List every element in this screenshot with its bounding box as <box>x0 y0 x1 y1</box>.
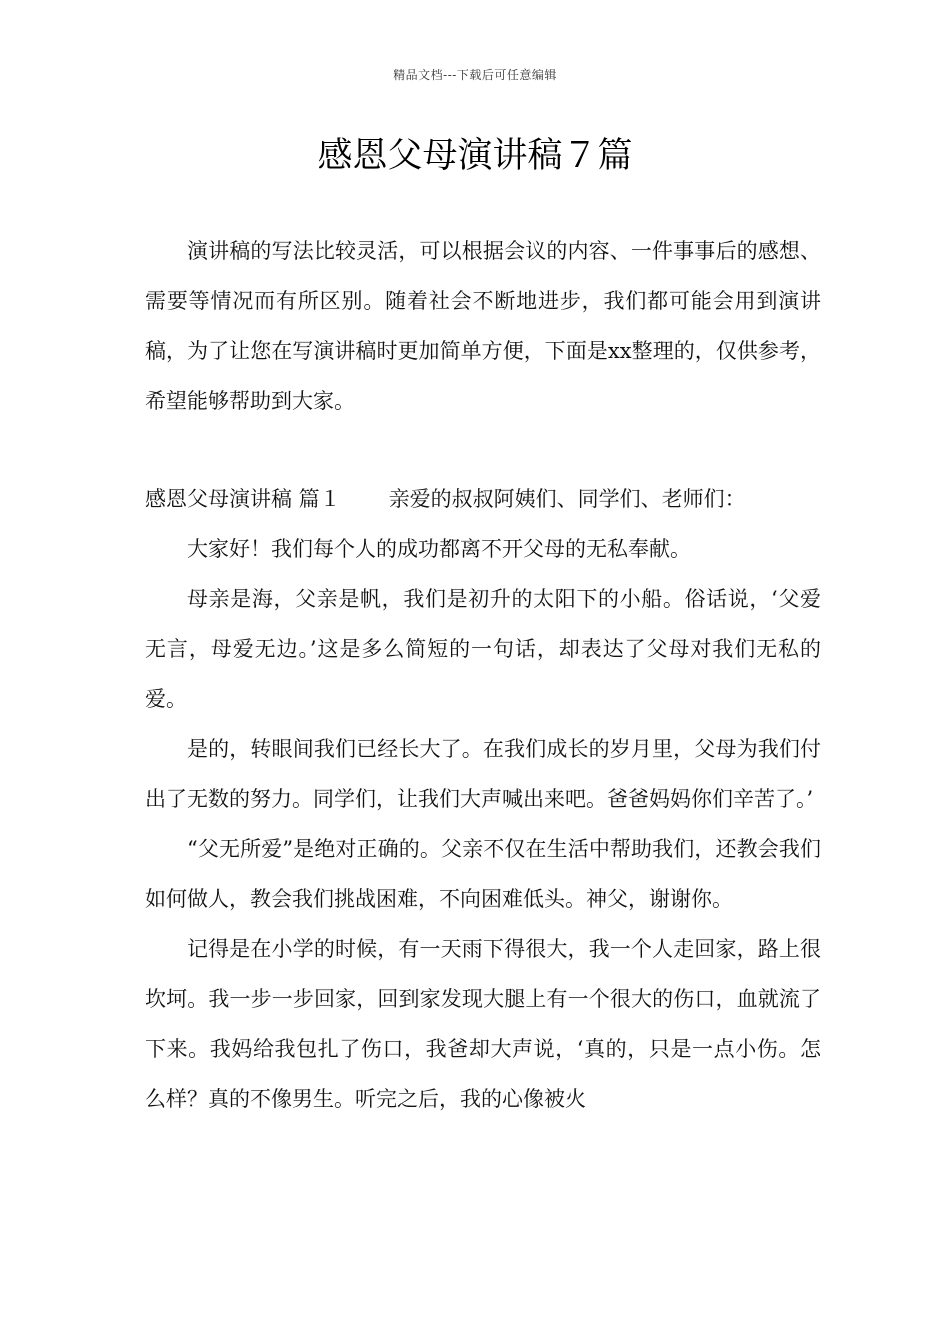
body-paragraph: 大家好！我们每个人的成功都离不开父母的无私奉献。 <box>187 537 691 561</box>
body-paragraph: “父无所爱”是绝对正确的。父亲不仅在生活中帮助我们，还教会我们如何做人，教会我们挑战困难，不向困难低头。神父，谢谢你。 <box>145 837 821 911</box>
header-note: 精品文档---下载后可任意编辑 <box>393 68 557 82</box>
salutation: 亲爱的叔叔阿姨们、同学们、老师们： <box>388 487 746 511</box>
body-paragraph: 是的，转眼间我们已经长大了。在我们成长的岁月里，父母为我们付出了无数的努力。同学们，让我们大声喊出来吧。爸爸妈妈你们辛苦了。’ <box>145 737 821 811</box>
section-heading: 感恩父母演讲稿 篇１ <box>145 487 341 511</box>
body-paragraph: 记得是在小学的时候，有一天雨下得很大，我一个人走回家，路上很坎坷。我一步一步回家，回到家发现大腿上有一个很大的伤口，血就流了下来。我妈给我包扎了伤口，我爸却大声说，‘真的，只是一点小伤。怎么样？真的不像男生。听完之后，我的心像被火 <box>145 937 821 1111</box>
speech-section <box>145 474 821 1124</box>
section-heading-line <box>145 474 821 524</box>
document-title: 感恩父母演讲稿７篇 <box>317 136 633 176</box>
intro-section <box>145 226 821 426</box>
intro-paragraph: 演讲稿的写法比较灵活，可以根据会议的内容、一件事事后的感想、需要等情况而有所区别。随着社会不断地进步，我们都可能会用到演讲稿，为了让您在写演讲稿时更加简单方便，下面是xx整理的，仅供参考，希望能够帮助到大家。 <box>145 239 821 413</box>
body-paragraph: 母亲是海，父亲是帆，我们是初升的太阳下的小船。俗话说，‘父爱无言，母爱无边。’这是多么简短的一句话，却表达了父母对我们无私的爱。 <box>145 587 821 711</box>
